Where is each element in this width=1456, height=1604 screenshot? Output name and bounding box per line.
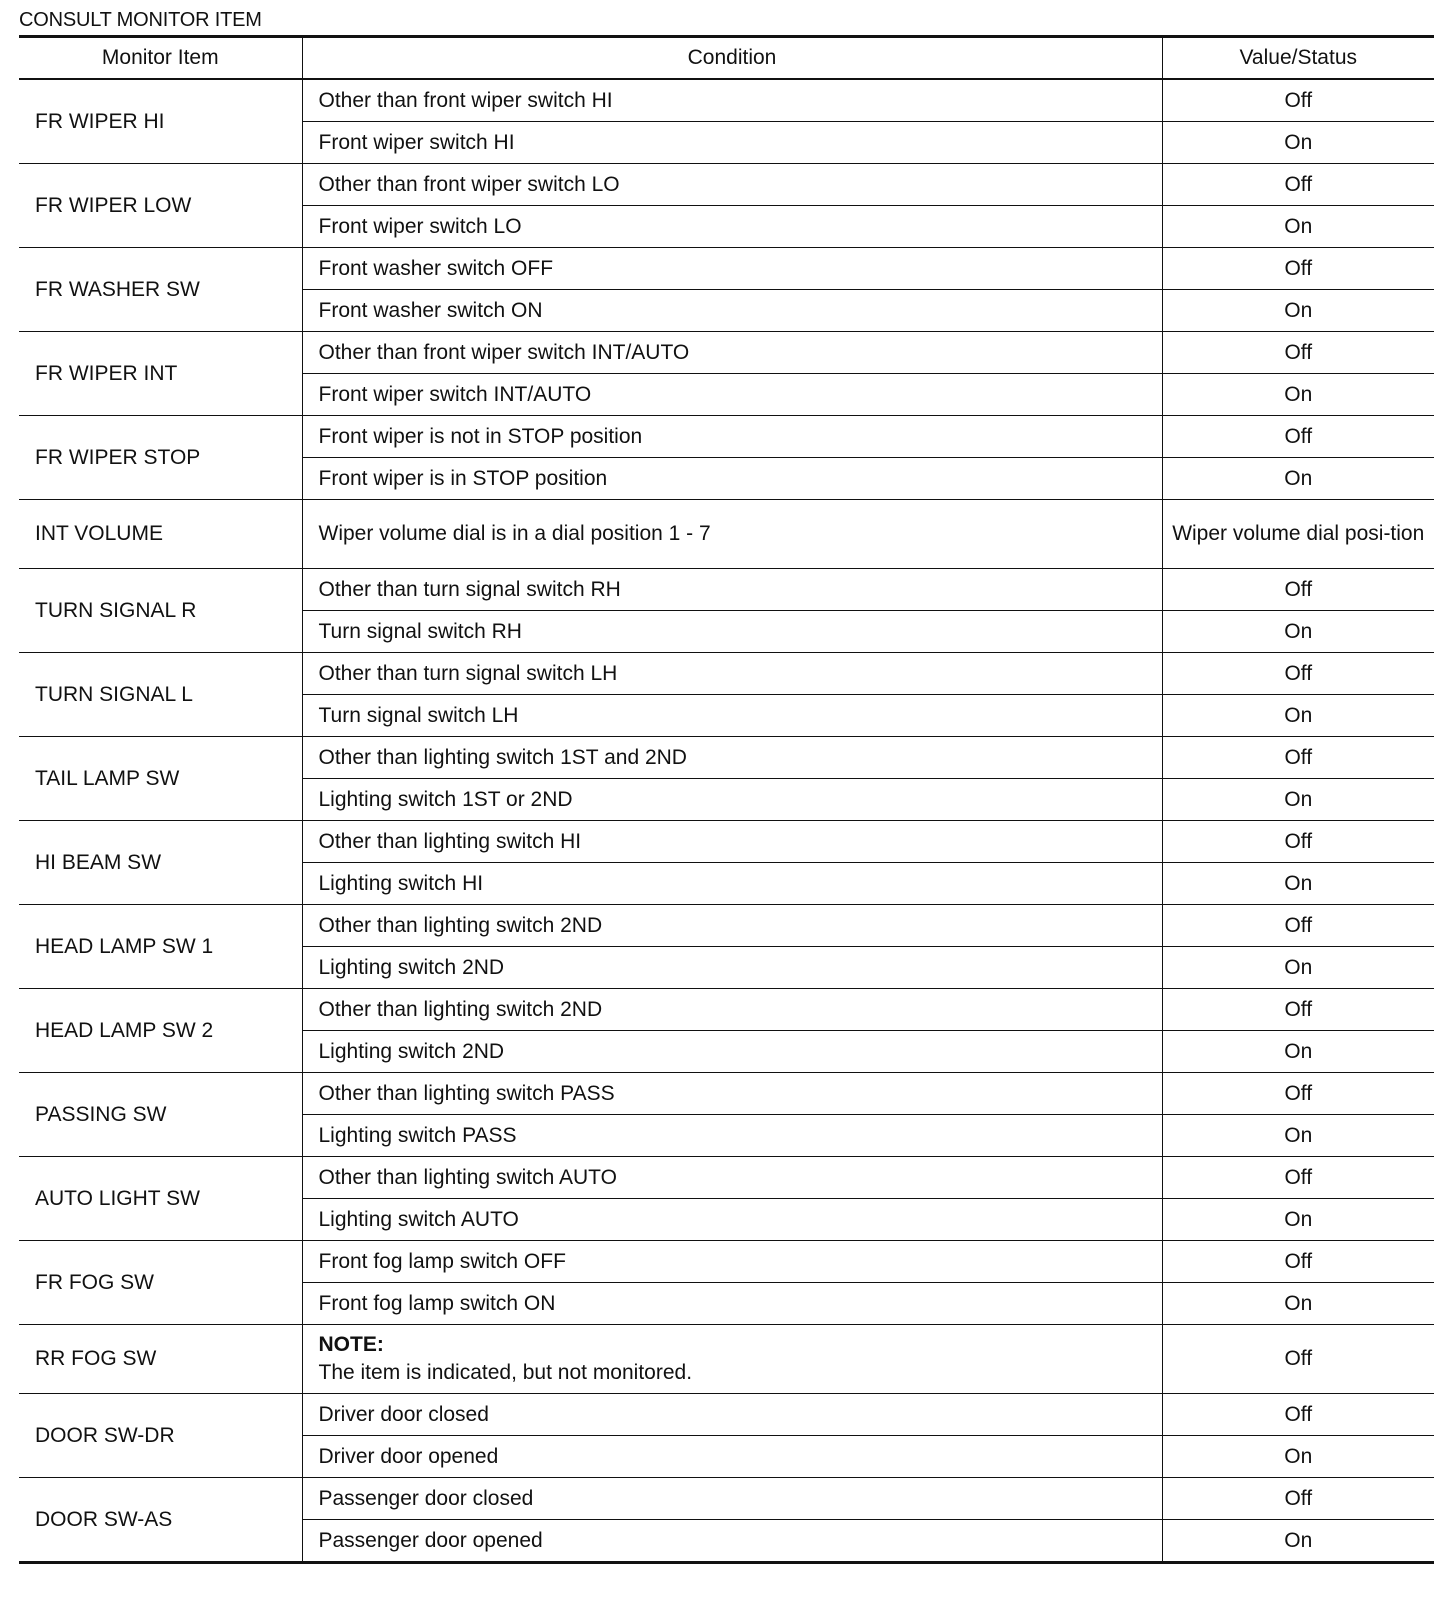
note-label: NOTE: <box>318 1333 384 1356</box>
condition-cell: Front washer switch ON <box>302 290 1162 332</box>
monitor-item-cell: TAIL LAMP SW <box>19 737 302 821</box>
condition-cell: Other than lighting switch HI <box>302 821 1162 863</box>
value-status-cell: On <box>1162 290 1434 332</box>
consult-monitor-table <box>19 35 1434 1564</box>
condition-cell: Lighting switch 2ND <box>302 1031 1162 1073</box>
condition-cell: Driver door closed <box>302 1394 1162 1436</box>
note-text: The item is indicated, but not monitored. <box>318 1361 693 1384</box>
value-status-cell: On <box>1162 1520 1434 1563</box>
value-status-cell: Off <box>1162 737 1434 779</box>
value-status-cell: Off <box>1162 569 1434 611</box>
table-row <box>19 416 1434 458</box>
value-status-cell: Wiper volume dial posi-tion <box>1162 500 1434 569</box>
condition-cell: Front fog lamp switch ON <box>302 1283 1162 1325</box>
value-status-cell: Off <box>1162 653 1434 695</box>
value-status-cell: Off <box>1162 821 1434 863</box>
value-status-cell: On <box>1162 122 1434 164</box>
condition-cell: Other than lighting switch AUTO <box>302 1157 1162 1199</box>
condition-cell: Passenger door opened <box>302 1520 1162 1563</box>
condition-cell: Other than front wiper switch LO <box>302 164 1162 206</box>
condition-cell: Turn signal switch RH <box>302 611 1162 653</box>
table-row <box>19 1157 1434 1199</box>
table-row <box>19 905 1434 947</box>
value-status-cell: On <box>1162 1031 1434 1073</box>
monitor-item-cell: HEAD LAMP SW 2 <box>19 989 302 1073</box>
condition-cell: Front wiper switch LO <box>302 206 1162 248</box>
value-status-cell: On <box>1162 1115 1434 1157</box>
condition-cell: Other than lighting switch 2ND <box>302 905 1162 947</box>
value-status-cell: On <box>1162 1283 1434 1325</box>
monitor-item-cell: TURN SIGNAL R <box>19 569 302 653</box>
table-row <box>19 569 1434 611</box>
table-row <box>19 500 1434 569</box>
condition-cell: Passenger door closed <box>302 1478 1162 1520</box>
header-monitor-item: Monitor Item <box>19 37 302 80</box>
value-status-cell: On <box>1162 695 1434 737</box>
condition-cell: Other than lighting switch 2ND <box>302 989 1162 1031</box>
table-header-row <box>19 37 1434 80</box>
value-status-cell: Off <box>1162 1478 1434 1520</box>
value-status-cell: Off <box>1162 79 1434 122</box>
value-status-cell: Off <box>1162 248 1434 290</box>
table-row <box>19 1478 1434 1520</box>
condition-cell: Front wiper is in STOP position <box>302 458 1162 500</box>
value-status-cell: On <box>1162 779 1434 821</box>
table-row <box>19 653 1434 695</box>
table-row <box>19 1073 1434 1115</box>
condition-cell: Other than turn signal switch LH <box>302 653 1162 695</box>
table-row <box>19 248 1434 290</box>
monitor-item-cell: FR WIPER HI <box>19 79 302 164</box>
monitor-item-cell: FR WIPER STOP <box>19 416 302 500</box>
table-row <box>19 737 1434 779</box>
value-status-cell: Off <box>1162 1157 1434 1199</box>
header-condition: Condition <box>302 37 1162 80</box>
monitor-item-cell: RR FOG SW <box>19 1325 302 1394</box>
value-status-cell: On <box>1162 206 1434 248</box>
condition-cell: Lighting switch 2ND <box>302 947 1162 989</box>
condition-cell: Lighting switch 1ST or 2ND <box>302 779 1162 821</box>
table-row <box>19 1325 1434 1394</box>
monitor-item-cell: TURN SIGNAL L <box>19 653 302 737</box>
monitor-item-cell: DOOR SW-AS <box>19 1478 302 1563</box>
monitor-item-cell: AUTO LIGHT SW <box>19 1157 302 1241</box>
value-status-cell: On <box>1162 611 1434 653</box>
monitor-item-cell: FR FOG SW <box>19 1241 302 1325</box>
condition-cell: Other than lighting switch 1ST and 2ND <box>302 737 1162 779</box>
condition-cell: Front wiper switch HI <box>302 122 1162 164</box>
value-status-cell: On <box>1162 863 1434 905</box>
condition-cell: Lighting switch AUTO <box>302 1199 1162 1241</box>
value-status-cell: Off <box>1162 164 1434 206</box>
value-status-cell: Off <box>1162 1394 1434 1436</box>
header-value-status: Value/Status <box>1162 37 1434 80</box>
value-status-cell: Off <box>1162 905 1434 947</box>
condition-cell: Lighting switch HI <box>302 863 1162 905</box>
monitor-item-cell: DOOR SW-DR <box>19 1394 302 1478</box>
table-body <box>19 79 1434 1563</box>
value-status-cell: Off <box>1162 332 1434 374</box>
monitor-item-cell: FR WASHER SW <box>19 248 302 332</box>
value-status-cell: On <box>1162 374 1434 416</box>
value-status-cell: On <box>1162 1199 1434 1241</box>
value-status-cell: On <box>1162 947 1434 989</box>
table-row <box>19 164 1434 206</box>
value-status-cell: On <box>1162 1436 1434 1478</box>
value-status-cell: Off <box>1162 989 1434 1031</box>
table-row <box>19 1394 1434 1436</box>
monitor-item-cell: FR WIPER INT <box>19 332 302 416</box>
table-row <box>19 1241 1434 1283</box>
value-status-cell: Off <box>1162 1073 1434 1115</box>
monitor-item-cell: PASSING SW <box>19 1073 302 1157</box>
condition-cell: Front wiper is not in STOP position <box>302 416 1162 458</box>
value-status-cell: Off <box>1162 416 1434 458</box>
condition-cell: Other than front wiper switch HI <box>302 79 1162 122</box>
condition-cell: Wiper volume dial is in a dial position 1 - 7 <box>302 500 1162 569</box>
table-row <box>19 332 1434 374</box>
condition-cell: Front wiper switch INT/AUTO <box>302 374 1162 416</box>
condition-cell: Front fog lamp switch OFF <box>302 1241 1162 1283</box>
condition-cell: Other than front wiper switch INT/AUTO <box>302 332 1162 374</box>
condition-cell <box>302 1325 1162 1394</box>
value-status-cell: On <box>1162 458 1434 500</box>
table-row <box>19 821 1434 863</box>
value-status-cell: Off <box>1162 1241 1434 1283</box>
condition-cell: Lighting switch PASS <box>302 1115 1162 1157</box>
condition-cell: Other than turn signal switch RH <box>302 569 1162 611</box>
monitor-item-cell: INT VOLUME <box>19 500 302 569</box>
condition-cell: Turn signal switch LH <box>302 695 1162 737</box>
value-status-cell: Off <box>1162 1325 1434 1394</box>
table-row <box>19 989 1434 1031</box>
page-title: CONSULT MONITOR ITEM <box>19 9 262 31</box>
condition-cell: Front washer switch OFF <box>302 248 1162 290</box>
monitor-item-cell: FR WIPER LOW <box>19 164 302 248</box>
monitor-item-cell: HI BEAM SW <box>19 821 302 905</box>
table-row <box>19 79 1434 122</box>
monitor-item-cell: HEAD LAMP SW 1 <box>19 905 302 989</box>
condition-cell: Driver door opened <box>302 1436 1162 1478</box>
condition-cell: Other than lighting switch PASS <box>302 1073 1162 1115</box>
